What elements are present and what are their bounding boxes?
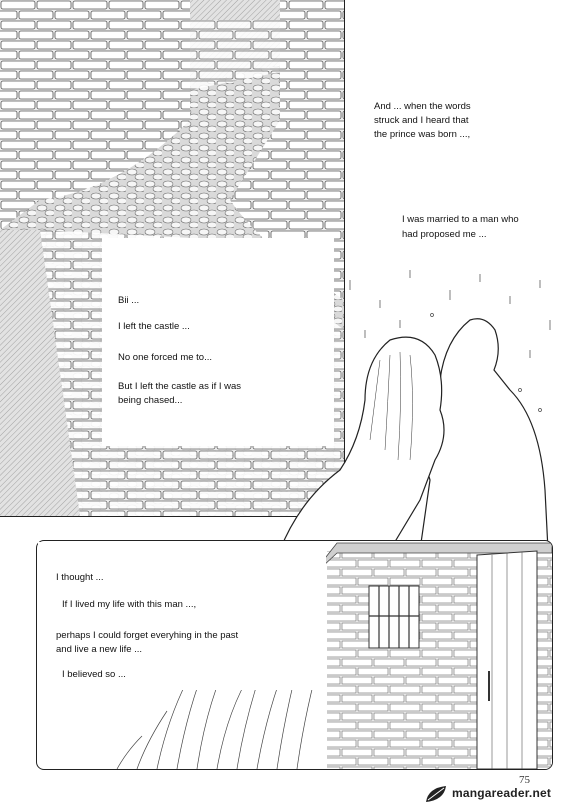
leaf-logo-icon: [424, 784, 450, 804]
page-number: 75: [519, 774, 530, 786]
narration-line: had proposed me ...: [402, 229, 487, 240]
watermark[interactable]: [420, 781, 570, 807]
house-narration-line: If I lived my life with this man ...,: [62, 599, 197, 610]
castle-narration-line: No one forced me to...: [118, 352, 212, 363]
house-narration-line: I thought ...: [56, 572, 104, 583]
watermark-text: mangareader.net: [452, 786, 552, 800]
house-narration-line: perhaps I could forget everyhing in the past: [56, 630, 239, 641]
castle-narration-line: Bii ...: [118, 295, 140, 306]
castle-narration-line: I left the castle ...: [118, 321, 190, 332]
narration-line: struck and I heard that: [374, 115, 469, 126]
house-narration-line: I believed so ...: [62, 669, 126, 680]
castle-narration-line: But I left the castle as if I was: [118, 381, 242, 392]
embracing-couple-illustration: [270, 260, 570, 550]
narration-line: the prince was born ...,: [374, 129, 471, 140]
narration-line: And ... when the words: [374, 101, 471, 112]
house-narration-line: and live a new life ...: [56, 644, 143, 655]
castle-narration-line: being chased...: [118, 395, 183, 406]
narration-line: I was married to a man who: [402, 214, 519, 225]
